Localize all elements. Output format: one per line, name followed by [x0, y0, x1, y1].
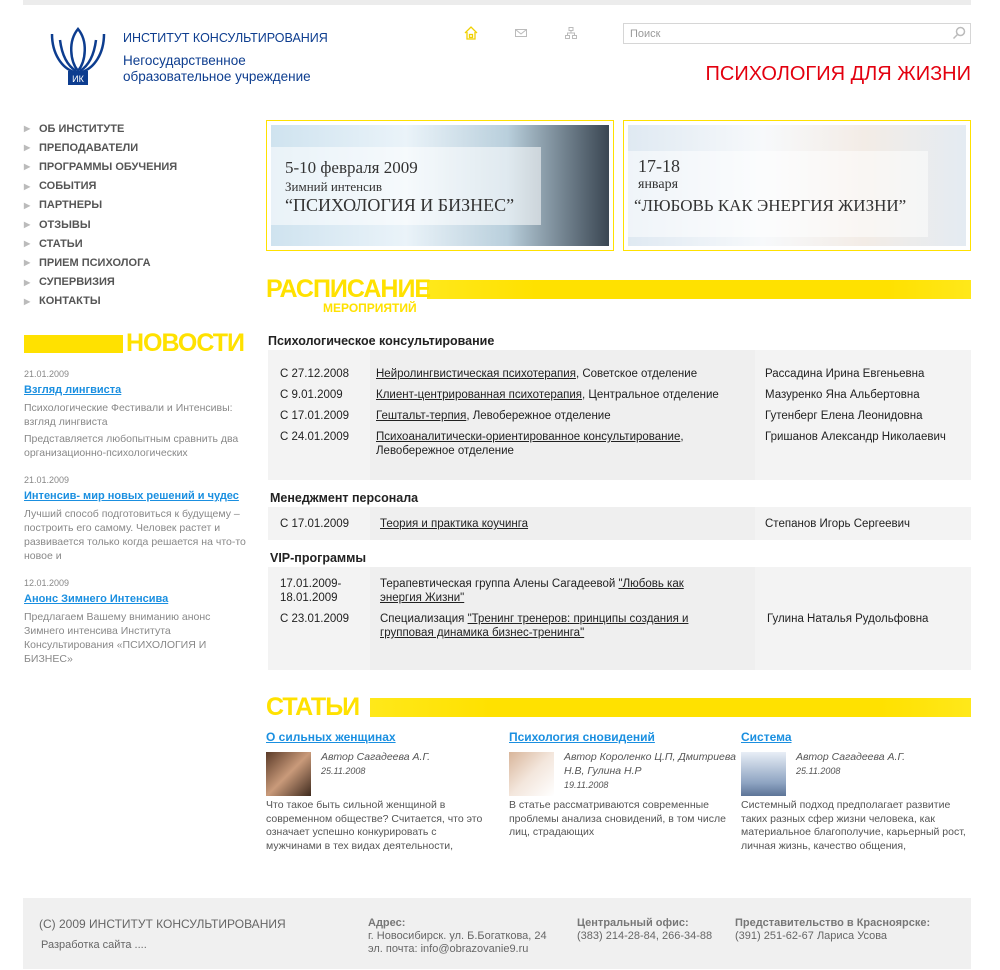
news-text: Психологические Фестивали и Интенсивы: взгляд лингвиста: [24, 402, 233, 428]
news-item: [24, 578, 249, 669]
event-link[interactable]: Теория и практика коучинга: [380, 518, 529, 530]
article-card: [266, 730, 494, 852]
arrow-icon: ▶: [24, 296, 31, 306]
article-excerpt: Что такое быть сильной женщиной в современном обществе? Считается, что это означает успешно конкурировать с мужчинами в тех видах деятельности,: [266, 799, 483, 852]
institute-subtitle: Негосударственное образовательное учреждение: [123, 53, 311, 84]
news-link[interactable]: Анонс Зимнего Интенсива: [24, 593, 169, 605]
tagline: ПСИХОЛОГИЯ ДЛЯ ЖИЗНИ: [705, 63, 971, 85]
article-date: 25.11.2008: [796, 766, 841, 776]
event-text: Терапевтическая группа Алены Сагадеевой: [380, 578, 619, 590]
arrow-icon: ▶: [24, 200, 31, 210]
nav-item[interactable]: ▶ ПРИЕМ ПСИХОЛОГА: [24, 256, 151, 269]
category-title: Психологическое консультирование: [268, 334, 495, 348]
news-header: НОВОСТИ: [24, 332, 244, 356]
footer: [23, 898, 971, 969]
table-row: [268, 409, 971, 423]
copyright: (C) 2009 ИНСТИТУТ КОНСУЛЬТИРОВАНИЯ: [39, 917, 286, 931]
schedule-header: РАСПИСАНИЕ МЕРОПРИЯТИЙ: [266, 280, 971, 316]
top-bar: [23, 0, 971, 5]
event-date: С 17.01.2009: [280, 518, 350, 530]
krasnoyarsk-phone: (391) 251-62-67 Лариса Усова: [735, 930, 888, 942]
address: г. Новосибирск. ул. Б.Богаткова, 24: [368, 930, 547, 942]
arrow-icon: ▶: [24, 143, 31, 153]
news-text: Представляется любопытным сравнить два организационно-психологических: [24, 433, 239, 459]
event-host: Гулина Наталья Рудольфовна: [767, 613, 929, 625]
news-item: [24, 475, 249, 566]
article-excerpt: Системный подход предполагает развитие таких разных сфер жизни человека, как материальное благополучие, карьерный рост, личная жизнь, качество общения,: [741, 799, 966, 852]
svg-text:ИК: ИК: [72, 74, 84, 84]
arrow-icon: ▶: [24, 220, 31, 230]
arrow-icon: ▶: [24, 162, 31, 172]
office-phone: (383) 214-28-84, 266-34-88: [577, 930, 713, 942]
event-host: [755, 577, 971, 605]
event-date: С 24.01.2009: [280, 431, 350, 443]
article-author: Автор Короленко Ц.П, Дмитриева Н.В, Гулина Н.Р: [564, 751, 736, 777]
schedule-table: [268, 507, 971, 540]
article-photo[interactable]: [266, 752, 311, 796]
article-date: 19.11.2008: [564, 780, 609, 790]
news-list: [24, 369, 249, 669]
arrow-icon: ▶: [24, 277, 31, 287]
sitemap-icon[interactable]: [564, 26, 578, 40]
nav-item[interactable]: ▶ ПРЕПОДАВАТЕЛИ: [24, 141, 139, 154]
arrow-icon: ▶: [24, 181, 31, 191]
news-item: [24, 369, 249, 463]
news-date: 12.01.2009: [24, 578, 70, 588]
article-date: 25.11.2008: [321, 766, 366, 776]
article-link[interactable]: О сильных женщинах: [266, 730, 396, 744]
news-date: 21.01.2009: [24, 369, 70, 379]
nav-item[interactable]: ▶ СТАТЬИ: [24, 237, 83, 250]
banner-psychology-business[interactable]: 5-10 февраля 2009 Зимний интенсив “ПСИХОЛОГИЯ И БИЗНЕС”: [266, 120, 614, 251]
event-link[interactable]: Клиент-центрированная психотерапия: [376, 389, 583, 401]
main-nav: [24, 119, 177, 311]
event-link[interactable]: "Тренинг тренеров: принципы создания и групповая динамика бизнес-тренинга": [380, 613, 689, 639]
article-excerpt: В статье рассматриваются современные проблемы анализа сновидений, в том числе лиц, страдающих: [509, 799, 726, 838]
news-date: 21.01.2009: [24, 475, 70, 485]
event-location: , Левобережное отделение: [466, 410, 611, 422]
event-host: Рассадина Ирина Евгеньевна: [765, 368, 925, 380]
event-link[interactable]: Психоаналитически-ориентированное консультирование: [376, 431, 681, 443]
news-text: Лучший способ подготовиться к будущему – построить его самому. Человек растет и развивается только когда решается на что-то новое и: [24, 508, 246, 562]
event-location: , Советское отделение: [575, 368, 698, 380]
arrow-icon: ▶: [24, 124, 31, 134]
email[interactable]: эл. почта: info@obrazovanie9.ru: [368, 943, 529, 955]
event-date: 17.01.2009-18.01.2009: [280, 578, 342, 604]
news-link[interactable]: Интенсив- мир новых решений и чудес: [24, 490, 239, 502]
event-location: , Центральное отделение: [582, 389, 719, 401]
article-link[interactable]: Система: [741, 730, 792, 744]
table-row: [268, 430, 971, 458]
articles-header: СТАТЬИ: [266, 698, 971, 726]
search-input[interactable]: Поиск: [623, 23, 971, 44]
schedule-table: [268, 350, 971, 480]
category-title: Менеджмент персонала: [270, 491, 419, 505]
event-link[interactable]: Гештальт-терпия: [376, 410, 467, 422]
nav-item[interactable]: ▶ ПРОГРАММЫ ОБУЧЕНИЯ: [24, 160, 178, 173]
event-host: Гутенберг Елена Леонидовна: [765, 410, 923, 422]
article-photo[interactable]: [509, 752, 554, 796]
table-row: [268, 388, 971, 402]
schedule-table: [268, 567, 971, 670]
article-author: Автор Сагадеева А.Г.: [321, 751, 431, 763]
mail-icon[interactable]: [514, 26, 528, 40]
article-card: [741, 730, 969, 852]
table-row: [268, 612, 971, 640]
event-date: С 17.01.2009: [280, 410, 350, 422]
office-label: Центральный офис:: [577, 917, 689, 929]
table-row: [268, 517, 971, 531]
event-link[interactable]: Нейролингвистическая психотерапия: [376, 368, 576, 380]
event-date: С 27.12.2008: [280, 368, 350, 380]
category-title: VIP-программы: [270, 551, 367, 565]
address-label: Адрес:: [368, 917, 406, 929]
nav-item[interactable]: ▶ СУПЕРВИЗИЯ: [24, 276, 115, 289]
event-text: Специализация: [380, 613, 468, 625]
nav-item[interactable]: ▶ ОБ ИНСТИТУТЕ: [24, 122, 125, 135]
news-link[interactable]: Взгляд лингвиста: [24, 384, 122, 396]
nav-item[interactable]: ▶ СОБЫТИЯ: [24, 180, 97, 193]
event-date: С 9.01.2009: [280, 389, 343, 401]
krasnoyarsk-label: Представительство в Красноярске:: [735, 917, 931, 929]
header-icons: [464, 26, 578, 40]
table-row: [268, 577, 971, 605]
banner-love-energy[interactable]: 17-18 января “ЛЮБОВЬ КАК ЭНЕРГИЯ ЖИЗНИ”: [623, 120, 971, 251]
event-host: Степанов Игорь Сергеевич: [765, 518, 911, 530]
arrow-icon: ▶: [24, 239, 31, 249]
article-author: Автор Сагадеева А.Г.: [796, 751, 906, 763]
search-icon[interactable]: [952, 26, 966, 40]
developer-credit[interactable]: Разработка сайта ....: [41, 939, 147, 951]
institute-logo[interactable]: [48, 26, 108, 86]
event-host: Мазуренко Яна Альбертовна: [765, 389, 920, 401]
event-host: Гришанов Александр Николаевич: [765, 431, 946, 443]
event-date: С 23.01.2009: [280, 613, 350, 625]
arrow-icon: ▶: [24, 258, 31, 268]
nav-item[interactable]: ▶ ПАРТНЕРЫ: [24, 199, 103, 212]
home-icon[interactable]: [464, 26, 478, 40]
nav-item[interactable]: ▶ ОТЗЫВЫ: [24, 218, 91, 231]
event-link[interactable]: "Любовь как энергия Жизни": [380, 578, 684, 604]
article-link[interactable]: Психология сновидений: [509, 730, 655, 744]
article-photo[interactable]: [741, 752, 786, 796]
institute-name: ИНСТИТУТ КОНСУЛЬТИРОВАНИЯ: [123, 31, 328, 45]
nav-item[interactable]: ▶ КОНТАКТЫ: [24, 295, 101, 308]
schedule: [268, 332, 971, 679]
event-location: , Левобережное отделение: [376, 431, 684, 457]
news-text: Предлагаем Вашему вниманию анонс Зимнего интенсива Института Консультирования «ПСИХОЛОГИЯ И БИЗНЕС»: [24, 611, 211, 665]
article-card: [509, 730, 737, 838]
table-row: [268, 367, 971, 381]
